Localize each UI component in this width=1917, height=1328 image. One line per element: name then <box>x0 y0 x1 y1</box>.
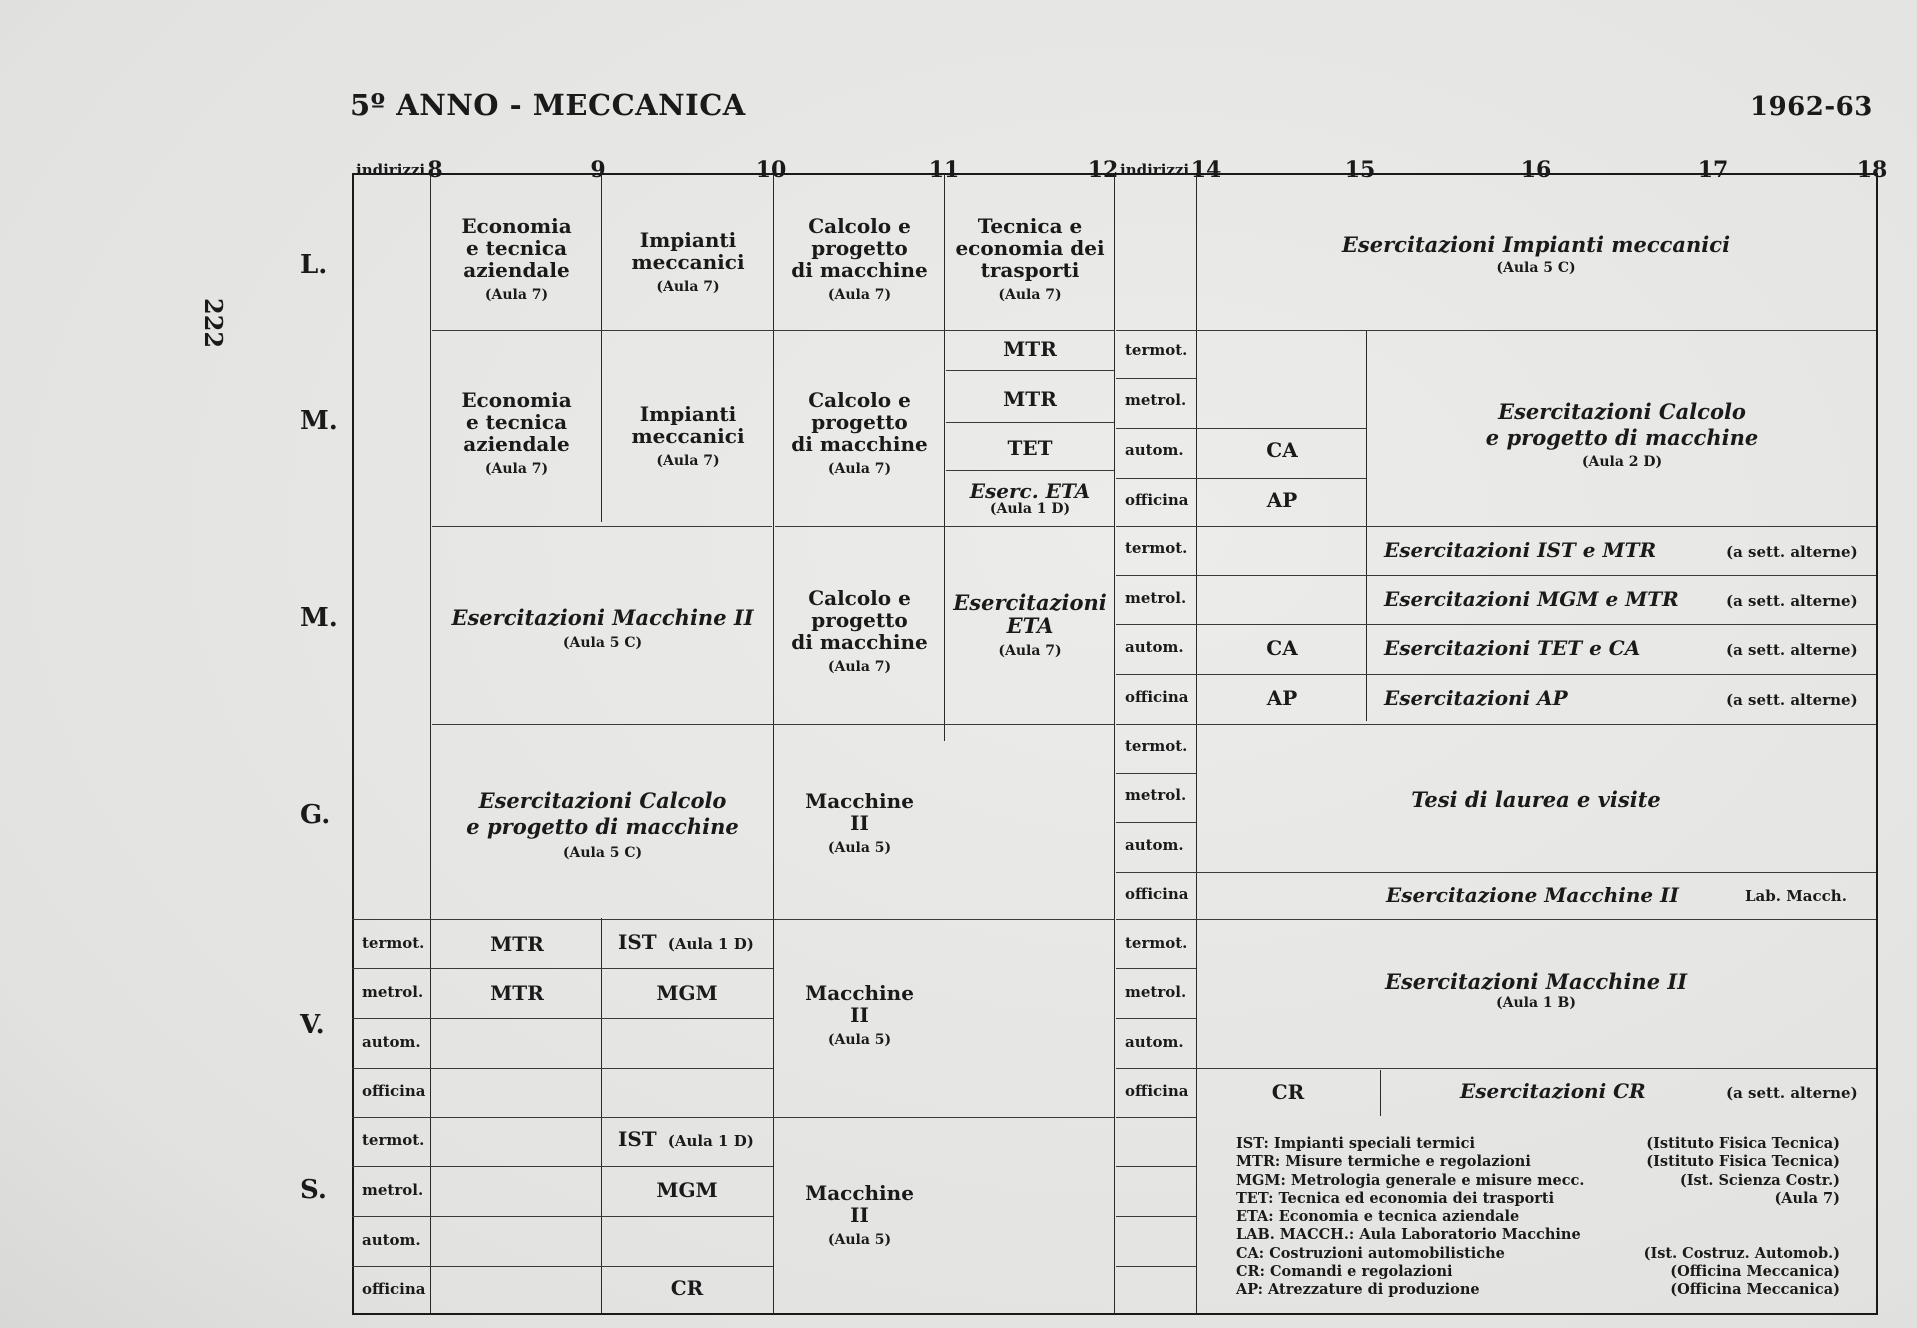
track-metrol: metrol. <box>362 983 424 1001</box>
alternate-weeks-note: (a sett. alterne) <box>1726 543 1858 561</box>
abbreviations-legend <box>1236 1135 1840 1300</box>
track-autom: autom. <box>362 1033 421 1051</box>
hline-ven-sab <box>352 1117 1114 1118</box>
hour-9: 9 <box>590 157 606 183</box>
legend-term: ETA: Economia e tecnica aziendale <box>1236 1208 1520 1226</box>
hline-pm-gio-2 <box>1116 822 1196 823</box>
lun-esercitazioni-impianti <box>1196 225 1876 285</box>
room-label: (Aula 1 D) <box>989 501 1071 518</box>
sab-ist <box>618 1127 754 1151</box>
legend-location: (Ist. Costruz. Automob.) <box>1643 1244 1840 1262</box>
legend-term: CA: Costruzioni automobilistiche <box>1236 1244 1505 1262</box>
page-title: 5º ANNO - MECCANICA <box>350 88 746 122</box>
course-name: Esercitazioni ETA <box>953 589 1107 639</box>
legend-row <box>1236 1226 1840 1244</box>
gio-esercitazioni-calcolo <box>432 780 773 870</box>
hour-17: 17 <box>1697 157 1729 183</box>
ven-mtr-2: MTR <box>490 981 544 1005</box>
hour-14: 14 <box>1190 157 1222 183</box>
hline-pm-mer-3 <box>1116 674 1876 675</box>
page-number: 222 <box>199 298 228 349</box>
course-name: Esercitazioni Macchine II <box>451 605 754 631</box>
course-name: Esercitazioni Calcolo e progetto di macchine <box>466 787 739 840</box>
room-label: (Aula 5) <box>827 1231 892 1248</box>
ven-esercitazioni-cr: Esercitazioni CR <box>1460 1079 1646 1103</box>
hline-pm-mar-2 <box>1116 428 1366 429</box>
mar-esercitazioni-calcolo <box>1368 385 1876 485</box>
hline-lun-mar <box>432 330 1114 331</box>
room-label: (Aula 5 C) <box>562 845 643 862</box>
course-name: IST <box>618 1127 657 1151</box>
room-label: (Aula 1 D) <box>667 935 754 953</box>
mar-ap: AP <box>1266 488 1298 512</box>
legend-row <box>1236 1135 1840 1153</box>
hline-pm-sab-1 <box>1116 1166 1196 1167</box>
room-label: (Aula 1 D) <box>667 1132 754 1150</box>
mar-eserc-eta <box>946 474 1114 524</box>
lun-impianti <box>603 212 773 312</box>
room-label: (Aula 1 B) <box>1495 994 1576 1011</box>
room-label: (Aula 7) <box>484 460 549 477</box>
course-name: Esercitazioni Macchine II <box>1384 969 1688 995</box>
mer-calcolo <box>775 572 944 690</box>
legend-term: AP: Atrezzature di produzione <box>1236 1281 1480 1299</box>
track-autom: autom. <box>1125 441 1184 459</box>
track-termot: termot. <box>1125 341 1188 359</box>
legend-term: MTR: Misure termiche e regolazioni <box>1236 1153 1531 1171</box>
hline-sab-sub2 <box>352 1216 773 1217</box>
ven-mgm: MGM <box>656 981 718 1005</box>
course-name: Impianti meccanici <box>631 227 745 275</box>
legend-row <box>1236 1208 1840 1226</box>
course-name: Calcolo e progetto di macchine <box>791 387 928 457</box>
day-venerdi: V. <box>300 1010 325 1040</box>
room-label: (Aula 7) <box>998 642 1062 659</box>
hline-pm-ven-2 <box>1116 1018 1196 1019</box>
room-label: (Aula 7) <box>998 286 1062 303</box>
indirizzi-label: indirizzi <box>356 161 426 179</box>
track-autom: autom. <box>1125 836 1184 854</box>
ven-cr: CR <box>1271 1080 1305 1104</box>
room-label: (Aula 7) <box>827 460 892 477</box>
course-name: Calcolo e progetto di macchine <box>791 585 928 655</box>
vline-8 <box>430 175 431 1313</box>
hline-sab-sub3 <box>352 1266 773 1267</box>
legend-row <box>1236 1153 1840 1171</box>
vline-11 <box>944 175 945 741</box>
track-metrol: metrol. <box>1125 589 1187 607</box>
track-officina: officina <box>1125 491 1189 509</box>
vline-9-bottom <box>601 918 602 1313</box>
day-sabato: S. <box>300 1175 327 1205</box>
hline-pm-sab-3 <box>1116 1266 1196 1267</box>
course-name: Esercitazioni Impianti meccanici <box>1341 232 1731 258</box>
mar-calcolo <box>775 374 944 492</box>
mer-eserc-ist-mtr: Esercitazioni IST e MTR <box>1384 538 1657 562</box>
alternate-weeks-note: (a sett. alterne) <box>1726 1084 1858 1102</box>
ven-macchine <box>775 970 944 1060</box>
hline-pm-gio-3 <box>1116 872 1876 873</box>
hline-ven-sub1 <box>352 968 773 969</box>
sab-mgm: MGM <box>656 1178 718 1202</box>
lab-macch-note: Lab. Macch. <box>1745 887 1847 905</box>
mar-ca: CA <box>1266 438 1298 462</box>
course-name: Impianti meccanici <box>631 401 745 449</box>
hline-pm-mer-gio <box>1116 724 1876 725</box>
track-metrol: metrol. <box>1125 391 1187 409</box>
hline-pm-lun-mar <box>1116 330 1876 331</box>
hour-12: 12 <box>1087 157 1119 183</box>
course-name: Esercitazioni Calcolo e progetto di macchine <box>1485 398 1759 451</box>
alternate-weeks-note: (a sett. alterne) <box>1726 592 1858 610</box>
gio-tesi <box>1196 780 1876 820</box>
legend-row <box>1236 1281 1840 1299</box>
track-officina: officina <box>1125 885 1189 903</box>
track-metrol: metrol. <box>1125 786 1187 804</box>
hline-pm-ven-1 <box>1116 968 1196 969</box>
track-termot: termot. <box>1125 934 1188 952</box>
room-label: (Aula 5) <box>827 839 892 856</box>
day-martedi: M. <box>300 406 338 436</box>
course-name: Tesi di laurea e visite <box>1411 787 1661 813</box>
vline-14 <box>1196 175 1197 1313</box>
track-termot: termot. <box>362 1131 425 1149</box>
room-label: (Aula 7) <box>484 286 549 303</box>
legend-term: CR: Comandi e regolazioni <box>1236 1263 1453 1281</box>
ven-esercitazioni-macchine <box>1196 966 1876 1016</box>
mer-esercitazioni-eta <box>946 580 1114 670</box>
legend-location: (Officina Meccanica) <box>1670 1281 1840 1299</box>
track-officina: officina <box>1125 688 1189 706</box>
track-autom: autom. <box>362 1231 421 1249</box>
academic-year: 1962-63 <box>1750 92 1873 122</box>
course-name: IST <box>618 930 657 954</box>
gio-macchine <box>775 778 944 868</box>
vline-10 <box>773 175 774 1313</box>
course-name: Macchine II <box>805 788 914 836</box>
hline-pm-gio-1 <box>1116 773 1196 774</box>
room-label: (Aula 7) <box>656 452 720 469</box>
day-lunedi: L. <box>300 250 328 280</box>
mer-eserc-tet-ca: Esercitazioni TET e CA <box>1384 636 1641 660</box>
hline-mar-sub1 <box>946 370 1114 371</box>
mar-impianti <box>603 386 773 486</box>
mer-eserc-ap: Esercitazioni AP <box>1384 686 1568 710</box>
course-name: Economia e tecnica aziendale <box>461 213 572 283</box>
alternate-weeks-note: (a sett. alterne) <box>1726 641 1858 659</box>
legend-term: TET: Tecnica ed economia dei trasporti <box>1236 1189 1555 1207</box>
hline-pm-mar-mer <box>1116 526 1876 527</box>
hline-pm-ven-sab <box>1116 1117 1196 1118</box>
course-name: Eserc. ETA <box>969 478 1091 503</box>
hline-gio-ven <box>352 919 1114 920</box>
course-name: Tecnica e economia dei trasporti <box>955 213 1105 283</box>
hline-mar-mer-b <box>775 526 1114 527</box>
vline-15-cr <box>1380 1070 1381 1116</box>
hline-mar-sub2 <box>946 422 1114 423</box>
legend-location: (Istituto Fisica Tecnica) <box>1646 1135 1840 1152</box>
day-mercoledi: M. <box>300 603 338 633</box>
legend-row <box>1236 1190 1840 1208</box>
vline-9-top <box>601 175 602 522</box>
legend-location: (Aula 7) <box>1774 1189 1840 1207</box>
hline-ven-sub2 <box>352 1018 773 1019</box>
track-officina: officina <box>362 1082 426 1100</box>
hline-pm-sab-2 <box>1116 1216 1196 1217</box>
lun-tecnica-trasporti <box>946 200 1114 318</box>
hline-pm-gio-ven <box>1116 919 1876 920</box>
room-label: (Aula 5 C) <box>1496 259 1576 276</box>
room-label: (Aula 2 D) <box>1581 454 1663 471</box>
sab-cr: CR <box>670 1276 704 1300</box>
mar-mtr-1: MTR <box>1003 337 1057 361</box>
room-label: (Aula 5 C) <box>562 634 643 651</box>
mer-ca: CA <box>1266 636 1298 660</box>
hour-18: 18 <box>1856 157 1888 183</box>
mer-eserc-mgm-mtr: Esercitazioni MGM e MTR <box>1384 587 1679 611</box>
room-label: (Aula 5) <box>827 1031 892 1048</box>
hline-pm-mer-2 <box>1116 624 1876 625</box>
vline-12 <box>1114 175 1115 1313</box>
legend-term: IST: Impianti speciali termici <box>1236 1135 1475 1152</box>
track-autom: autom. <box>1125 638 1184 656</box>
hline-pm-mar-3 <box>1116 478 1366 479</box>
room-label: (Aula 7) <box>827 658 892 675</box>
track-termot: termot. <box>1125 737 1188 755</box>
hline-sab-sub1 <box>352 1166 773 1167</box>
track-termot: termot. <box>1125 539 1188 557</box>
mar-tet: TET <box>1007 436 1053 460</box>
course-name: Economia e tecnica aziendale <box>461 387 572 457</box>
ven-mtr-1: MTR <box>490 932 544 956</box>
room-label: (Aula 7) <box>827 286 892 303</box>
course-name: Macchine II <box>805 1180 914 1228</box>
track-metrol: metrol. <box>1125 983 1187 1001</box>
track-officina: officina <box>362 1280 426 1298</box>
legend-term: LAB. MACCH.: Aula Laboratorio Macchine <box>1236 1226 1581 1244</box>
legend-location: (Officina Meccanica) <box>1670 1263 1840 1281</box>
hline-pm-ven-3 <box>1116 1068 1876 1069</box>
indirizzi-label-pm: indirizzi <box>1120 161 1190 179</box>
mer-esercitazioni-macchine <box>432 598 773 660</box>
hline-mar-mer-a <box>432 526 772 527</box>
day-giovedi: G. <box>300 800 331 830</box>
legend-term: MGM: Metrologia generale e misure mecc. <box>1236 1171 1585 1189</box>
track-metrol: metrol. <box>362 1181 424 1199</box>
sab-macchine <box>775 1170 944 1260</box>
gio-esercitazione-macchine: Esercitazione Macchine II <box>1386 883 1679 907</box>
legend-location: (Ist. Scienza Costr.) <box>1679 1171 1840 1189</box>
mar-economia <box>432 374 601 492</box>
lun-calcolo <box>775 200 944 318</box>
legend-row <box>1236 1245 1840 1263</box>
track-autom: autom. <box>1125 1033 1184 1051</box>
track-termot: termot. <box>362 934 425 952</box>
hour-15: 15 <box>1344 157 1376 183</box>
course-name: Calcolo e progetto di macchine <box>791 213 928 283</box>
hline-pm-mer-1 <box>1116 575 1876 576</box>
course-name: Macchine II <box>805 980 914 1028</box>
legend-location: (Istituto Fisica Tecnica) <box>1646 1153 1840 1171</box>
hline-pm-mar-1 <box>1116 378 1196 379</box>
legend-row <box>1236 1172 1840 1190</box>
lun-economia <box>432 200 601 318</box>
hour-16: 16 <box>1520 157 1552 183</box>
alternate-weeks-note: (a sett. alterne) <box>1726 691 1858 709</box>
ven-ist <box>618 930 754 954</box>
hline-ven-sub3 <box>352 1068 773 1069</box>
room-label: (Aula 7) <box>656 278 720 295</box>
hline-mar-sub3 <box>946 470 1114 471</box>
hour-8: 8 <box>427 157 443 183</box>
legend-row <box>1236 1263 1840 1281</box>
hline-mer-gio <box>432 724 1114 725</box>
track-officina: officina <box>1125 1082 1189 1100</box>
hour-11: 11 <box>928 157 960 183</box>
mer-ap: AP <box>1266 686 1298 710</box>
mar-mtr-2: MTR <box>1003 387 1057 411</box>
hour-10: 10 <box>755 157 787 183</box>
